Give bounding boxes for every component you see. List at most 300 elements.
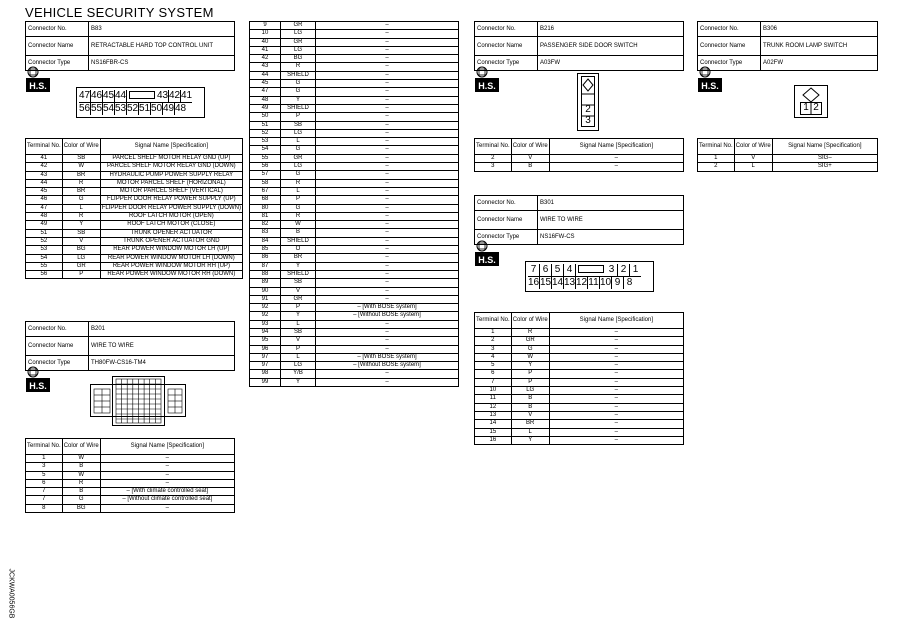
table-row [26, 488, 235, 496]
connector-no-label: Connector No. [26, 322, 89, 337]
signal-name-cell: – [Without BOSE system] [316, 312, 459, 320]
terminal-no-cell: 48 [26, 213, 63, 221]
connector-type-label: Connector Type [698, 56, 761, 71]
terminal-no-cell: 89 [250, 279, 281, 287]
terminal-no-cell: 56 [250, 163, 281, 171]
signal-name-cell: – [316, 154, 459, 162]
wire-color-cell: R [62, 179, 100, 187]
wire-color-cell: SHIELD [281, 104, 316, 112]
wire-color-cell: V [734, 155, 772, 163]
wire-color-cell: SHIELD [281, 270, 316, 278]
signal-name-cell: – [316, 328, 459, 336]
wire-color-cell: BR [62, 188, 100, 196]
terminal-no-cell: 44 [26, 179, 63, 187]
connector-no-label: Connector No. [698, 22, 761, 37]
terminal-no-cell: 15 [475, 428, 512, 436]
signal-name-cell: MOTOR PARCEL SHELF (VERTICAL) [100, 188, 242, 196]
signal-name-cell: – [316, 221, 459, 229]
wire-color-cell: SB [281, 279, 316, 287]
wire-color-cell: B [511, 163, 549, 171]
connector-info-b83 [25, 21, 235, 71]
terminal-table-b201-continued [249, 21, 459, 387]
terminal-no-cell: 40 [250, 38, 281, 46]
signal-name-cell: – [316, 287, 459, 295]
connector-face-b306 [794, 85, 828, 118]
table-row [26, 196, 243, 204]
signal-name-cell: – [549, 370, 683, 378]
connector-type-label: Connector Type [26, 356, 89, 371]
signal-header: Signal Name [Specification] [772, 139, 877, 155]
pin: 7 [528, 264, 540, 276]
terminal-no-cell: 82 [250, 221, 281, 229]
table-row [250, 353, 459, 361]
signal-name-cell: – [Without climate controlled seat] [100, 496, 234, 504]
wire-color-cell: V [511, 155, 549, 163]
terminal-no-cell: 92 [250, 312, 281, 320]
pin: 6 [540, 264, 552, 276]
table-row [250, 196, 459, 204]
signal-name-cell: PARCEL SHELF MOTOR RELAY GND (UP) [100, 155, 242, 163]
wire-color-cell: P [281, 113, 316, 121]
table-row [250, 304, 459, 312]
table-row [250, 138, 459, 146]
wire-color-cell: B [62, 463, 100, 471]
table-row [250, 262, 459, 270]
terminal-no-cell: 55 [250, 154, 281, 162]
connector-type-label: Connector Type [26, 56, 89, 71]
signal-name-cell: PARCEL SHELF MOTOR RELAY GND (DOWN) [100, 163, 242, 171]
terminal-no-cell: 49 [250, 104, 281, 112]
table-row [26, 221, 243, 229]
signal-name-cell: – [316, 187, 459, 195]
signal-name-cell: – [549, 411, 683, 419]
pin: 44 [115, 90, 127, 101]
table-row [250, 55, 459, 63]
connector-name-label: Connector Name [26, 337, 89, 356]
terminal-no-cell: 85 [250, 246, 281, 254]
connector-no-value: B301 [538, 196, 684, 211]
signal-name-cell: – [316, 196, 459, 204]
connector-type-label: Connector Type [475, 56, 538, 71]
table-row [250, 337, 459, 345]
table-row [250, 254, 459, 262]
terminal-no-cell: 53 [26, 246, 63, 254]
connector-no-value: B306 [761, 22, 878, 37]
table-row [475, 362, 684, 370]
table-row [475, 428, 684, 436]
harness-side-icon [475, 240, 499, 266]
table-row [26, 504, 235, 512]
terminal-no-cell: 10 [250, 30, 281, 38]
connector-name-label: Connector Name [475, 211, 538, 230]
terminal-no-cell: 52 [250, 129, 281, 137]
terminal-no-cell: 16 [475, 436, 512, 444]
wire-color-cell: BG [281, 55, 316, 63]
signal-name-cell: REAR POWER WINDOW MOTOR RH (UP) [100, 262, 242, 270]
hs-label: H.S. [478, 255, 496, 265]
terminal-no-header: Terminal No. [475, 313, 512, 329]
table-row [250, 113, 459, 121]
table-row [26, 204, 243, 212]
pin: 49 [163, 103, 175, 114]
terminal-no-cell: 41 [250, 46, 281, 54]
table-row [475, 378, 684, 386]
connector-type-value: NS16FW-CS [538, 230, 684, 245]
pin: 1 [803, 102, 809, 113]
lock-tab [129, 91, 155, 99]
table-row [475, 337, 684, 345]
signal-name-cell: – [100, 463, 234, 471]
table-row [26, 229, 243, 237]
table-row [250, 179, 459, 187]
terminal-table-b306 [697, 138, 878, 172]
terminal-no-cell: 91 [250, 295, 281, 303]
pin: 2 [618, 264, 630, 276]
terminal-no-cell: 46 [26, 196, 63, 204]
connector-info-b306 [697, 21, 878, 71]
signal-name-cell: – [316, 345, 459, 353]
signal-name-cell: – [100, 479, 234, 487]
table-row [26, 496, 235, 504]
connector-face-b301 [525, 261, 654, 292]
terminal-no-cell: 43 [250, 63, 281, 71]
wire-color-cell: R [281, 179, 316, 187]
pin: 5 [552, 264, 564, 276]
wire-color-cell: LG [281, 129, 316, 137]
terminal-no-cell: 5 [475, 362, 512, 370]
terminal-no-cell: 53 [250, 138, 281, 146]
signal-name-cell: – [549, 378, 683, 386]
connector-no-value: B216 [538, 22, 684, 37]
table-row [250, 362, 459, 370]
signal-name-cell: – [316, 104, 459, 112]
wire-color-cell: LG [281, 30, 316, 38]
wire-color-cell: GR [62, 262, 100, 270]
wire-color-cell: R [281, 63, 316, 71]
table-row [250, 88, 459, 96]
signal-name-cell: – [316, 254, 459, 262]
table-row [250, 187, 459, 195]
signal-name-cell: – [316, 212, 459, 220]
terminal-no-cell: 10 [475, 387, 512, 395]
wire-color-cell: LG [62, 254, 100, 262]
pin-row-bottom [528, 276, 641, 289]
pin: 8 [626, 277, 633, 288]
terminal-no-cell: 3 [26, 463, 63, 471]
wire-color-cell: L [511, 428, 549, 436]
signal-name-cell: – [316, 378, 459, 386]
pin: 11 [588, 277, 599, 288]
hs-label: H.S. [29, 381, 47, 391]
signal-name-cell: – [316, 55, 459, 63]
table-row [250, 312, 459, 320]
wire-color-cell: L [281, 353, 316, 361]
pin: 55 [91, 103, 103, 114]
terminal-no-cell: 98 [250, 370, 281, 378]
harness-side-icon [26, 366, 50, 392]
table-row [26, 262, 243, 270]
connector-info-b201 [25, 321, 235, 371]
signal-name-cell: ROOF LATCH MOTOR (CLOSE) [100, 221, 242, 229]
terminal-no-cell: 1 [26, 455, 63, 463]
signal-name-cell: – [549, 155, 683, 163]
terminal-no-cell: 3 [475, 163, 512, 171]
connector-no-value: B201 [89, 322, 235, 337]
terminal-no-cell: 87 [250, 262, 281, 270]
wire-color-cell: W [62, 163, 100, 171]
terminal-no-cell: 68 [250, 196, 281, 204]
terminal-no-cell: 57 [250, 171, 281, 179]
table-row [26, 479, 235, 487]
wire-color-cell: O [281, 246, 316, 254]
wire-color-cell: BR [62, 171, 100, 179]
pin: 1 [632, 264, 639, 275]
table-row [250, 345, 459, 353]
wire-color-cell: W [62, 471, 100, 479]
terminal-no-cell: 83 [250, 229, 281, 237]
terminal-no-cell: 58 [250, 179, 281, 187]
terminal-no-cell: 95 [250, 337, 281, 345]
table-row [250, 121, 459, 129]
terminal-no-cell: 92 [250, 304, 281, 312]
wire-color-cell: B [511, 403, 549, 411]
wire-color-cell: L [62, 204, 100, 212]
signal-name-cell: – [316, 129, 459, 137]
table-row [475, 436, 684, 444]
table-row [26, 254, 243, 262]
pin: 53 [115, 103, 127, 114]
signal-name-cell: – [316, 63, 459, 71]
wire-color-cell: G [511, 345, 549, 353]
signal-name-cell: – [316, 38, 459, 46]
table-row [250, 370, 459, 378]
table-row [250, 163, 459, 171]
page-title: VEHICLE SECURITY SYSTEM [25, 5, 214, 20]
signal-name-cell: – [316, 113, 459, 121]
table-row [250, 171, 459, 179]
terminal-no-cell: 9 [250, 22, 281, 30]
terminal-no-cell: 42 [250, 55, 281, 63]
terminal-no-cell: 42 [26, 163, 63, 171]
pin: 48 [175, 103, 187, 114]
connector-name-label: Connector Name [698, 37, 761, 56]
color-header: Color of Wire [511, 139, 549, 155]
signal-name-cell: – [316, 138, 459, 146]
table-row [26, 271, 243, 279]
table-row [250, 320, 459, 328]
table-row [26, 463, 235, 471]
table-row [475, 420, 684, 428]
color-header: Color of Wire [511, 313, 549, 329]
pin: 43 [157, 90, 169, 101]
wire-color-cell: Y [281, 96, 316, 104]
connector-name-value: RETRACTABLE HARD TOP CONTROL UNIT [89, 37, 235, 56]
terminal-no-cell: 80 [250, 204, 281, 212]
table-row [250, 30, 459, 38]
wire-color-cell: V [62, 237, 100, 245]
connector-no-label: Connector No. [26, 22, 89, 37]
signal-name-cell: – [316, 320, 459, 328]
terminal-no-cell: 6 [26, 479, 63, 487]
signal-name-cell: – [549, 337, 683, 345]
signal-name-cell: – [316, 71, 459, 79]
signal-name-cell: – [With BOSE system] [316, 353, 459, 361]
pin: 10 [600, 277, 612, 288]
wire-color-cell: SB [281, 121, 316, 129]
table-row [250, 154, 459, 162]
pin: 56 [79, 103, 91, 114]
signal-name-cell: SIG– [772, 155, 877, 163]
terminal-no-cell: 3 [475, 345, 512, 353]
table-row [475, 387, 684, 395]
table-row [250, 378, 459, 386]
wire-color-cell: GR [511, 337, 549, 345]
harness-side-icon [698, 66, 722, 92]
pin: 4 [564, 264, 576, 276]
table-row [250, 46, 459, 54]
signal-name-cell: – [316, 146, 459, 154]
table-row [698, 163, 878, 171]
wire-color-cell: B [281, 229, 316, 237]
pin: 16 [528, 277, 540, 288]
pin: 2 [813, 102, 819, 113]
pin: 46 [91, 90, 103, 101]
wire-color-cell: SB [62, 229, 100, 237]
table-row [26, 171, 243, 179]
wire-color-cell: G [62, 196, 100, 204]
connector-type-label: Connector Type [475, 230, 538, 245]
signal-name-cell: – [316, 262, 459, 270]
table-row [250, 104, 459, 112]
table-row [250, 221, 459, 229]
terminal-no-cell: 50 [250, 113, 281, 121]
connector-name-value: PASSENGER SIDE DOOR SWITCH [538, 37, 684, 56]
wire-color-cell: G [281, 204, 316, 212]
pin-row-bottom [79, 102, 192, 115]
terminal-no-cell: 44 [250, 71, 281, 79]
terminal-no-cell: 48 [250, 96, 281, 104]
wire-color-cell: R [62, 479, 100, 487]
wire-color-cell: G [281, 88, 316, 96]
table-row [26, 455, 235, 463]
signal-header: Signal Name [Specification] [549, 139, 683, 155]
wire-color-cell: LG [281, 46, 316, 54]
wire-color-cell: Y/B [281, 370, 316, 378]
pin: 14 [552, 277, 564, 288]
harness-side-icon [475, 66, 499, 92]
terminal-no-cell: 6 [475, 370, 512, 378]
table-row [250, 328, 459, 336]
table-row [475, 403, 684, 411]
table-row [26, 471, 235, 479]
wire-color-cell: Y [281, 262, 316, 270]
table-row [475, 353, 684, 361]
wire-color-cell: Y [62, 221, 100, 229]
terminal-no-cell: 96 [250, 345, 281, 353]
pin: 2 [585, 104, 591, 115]
signal-name-cell: SIG+ [772, 163, 877, 171]
table-row [26, 246, 243, 254]
wire-color-cell: SHIELD [281, 237, 316, 245]
pin: 52 [127, 103, 139, 114]
color-header: Color of Wire [62, 139, 100, 155]
terminal-no-cell: 49 [26, 221, 63, 229]
signal-name-cell: – [316, 337, 459, 345]
signal-name-cell: – [549, 436, 683, 444]
terminal-no-cell: 8 [26, 504, 63, 512]
wire-color-cell: G [281, 171, 316, 179]
signal-name-cell: ROOF LATCH MOTOR (OPEN) [100, 213, 242, 221]
terminal-no-header: Terminal No. [26, 139, 63, 155]
signal-name-cell: – [316, 237, 459, 245]
color-header: Color of Wire [734, 139, 772, 155]
terminal-no-cell: 11 [475, 395, 512, 403]
table-row [475, 163, 684, 171]
document-code: JCKWA0056GB [7, 568, 15, 619]
connector-name-value: WIRE TO WIRE [538, 211, 684, 230]
signal-name-cell: – [549, 329, 683, 337]
wire-color-cell: Y [511, 436, 549, 444]
terminal-no-cell: 52 [26, 237, 63, 245]
signal-name-cell: – [316, 295, 459, 303]
terminal-table-b201 [25, 438, 235, 513]
signal-name-cell: – [100, 471, 234, 479]
terminal-no-cell: 97 [250, 353, 281, 361]
wire-color-cell: P [511, 378, 549, 386]
wire-color-cell: Y [281, 378, 316, 386]
terminal-no-cell: 4 [475, 353, 512, 361]
terminal-no-cell: 54 [250, 146, 281, 154]
wire-color-cell: W [281, 221, 316, 229]
signal-name-cell: – [316, 46, 459, 54]
table-row [475, 155, 684, 163]
wire-color-cell: R [281, 212, 316, 220]
table-row [250, 287, 459, 295]
terminal-no-cell: 13 [475, 411, 512, 419]
pin: 47 [79, 90, 91, 101]
terminal-no-cell: 2 [475, 155, 512, 163]
signal-name-cell: HYDRAULIC PUMP POWER SUPPLY RELAY [100, 171, 242, 179]
table-row [250, 212, 459, 220]
wire-color-cell: SHIELD [281, 71, 316, 79]
pin: 50 [151, 103, 163, 114]
connector-name-value: TRUNK ROOM LAMP SWITCH [761, 37, 878, 56]
terminal-no-cell: 51 [250, 121, 281, 129]
signal-name-cell: – [Without BOSE system] [316, 362, 459, 370]
connector-type-value: A02FW [761, 56, 878, 71]
terminal-no-cell: 51 [26, 229, 63, 237]
pin: 54 [103, 103, 115, 114]
wire-color-cell: BR [281, 254, 316, 262]
terminal-table-b83 [25, 138, 243, 279]
signal-name-cell: REAR POWER WINDOW MOTOR LH (DOWN) [100, 254, 242, 262]
wire-color-cell: LG [281, 362, 316, 370]
table-row [250, 71, 459, 79]
table-row [250, 204, 459, 212]
table-row [698, 155, 878, 163]
terminal-no-header: Terminal No. [26, 439, 63, 455]
wire-color-cell: R [62, 213, 100, 221]
wire-color-cell: W [62, 455, 100, 463]
wire-color-cell: V [281, 287, 316, 295]
wire-color-cell: P [511, 370, 549, 378]
pin: 9 [612, 277, 624, 289]
table-row [475, 395, 684, 403]
pin: 42 [169, 90, 181, 101]
connector-face-b83 [76, 87, 205, 118]
wire-color-cell: P [281, 304, 316, 312]
table-row [250, 270, 459, 278]
